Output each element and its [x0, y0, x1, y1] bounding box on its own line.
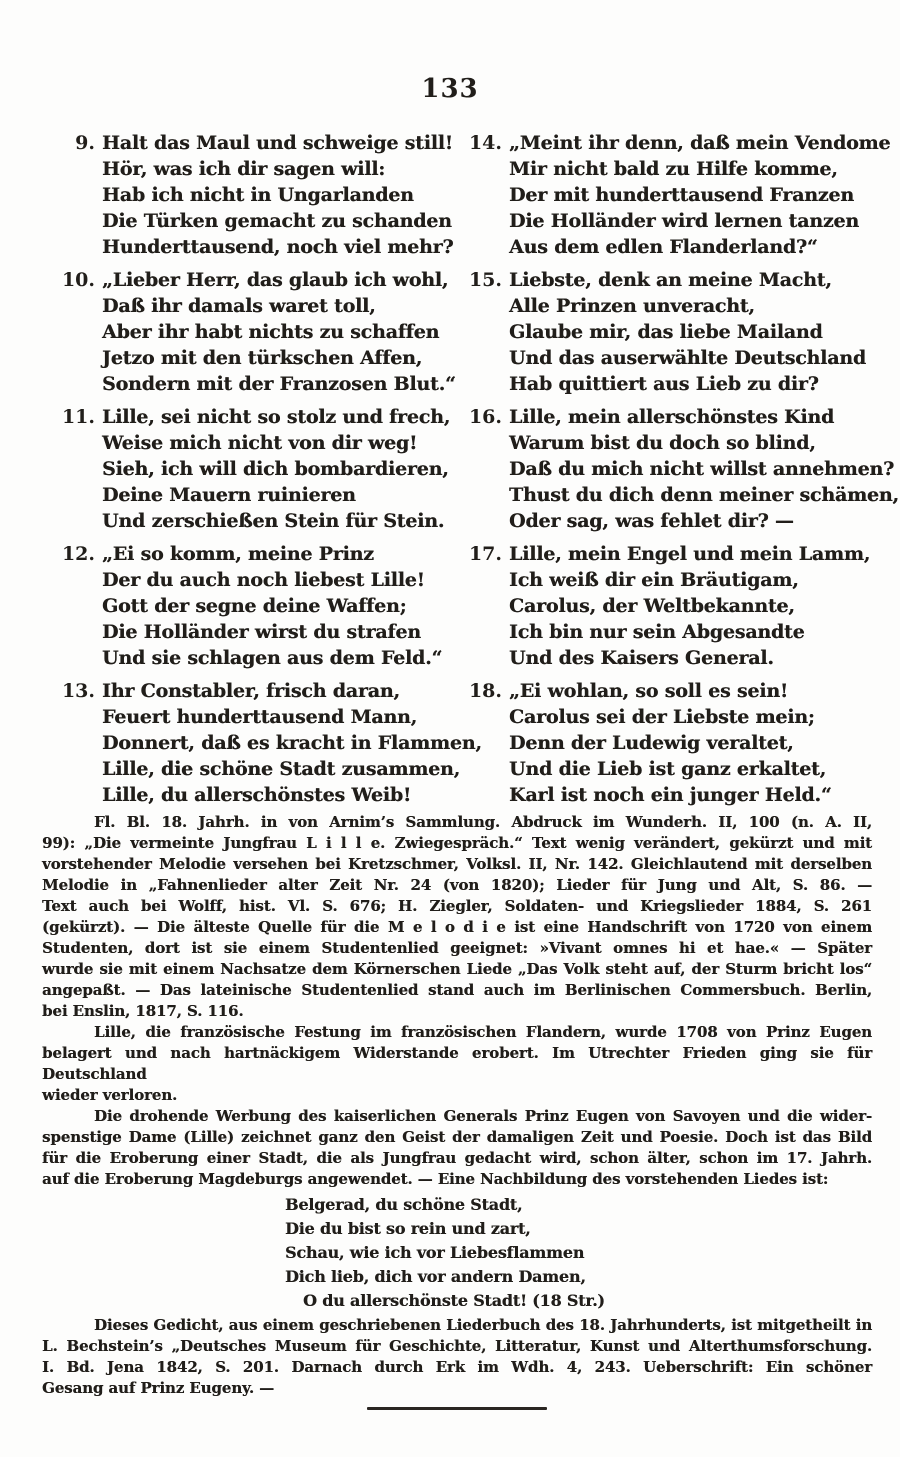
- verse-17: [462, 541, 886, 671]
- verse-line: Feuert hunderttausend Mann,: [102, 706, 418, 728]
- verse-line: Mir nicht bald zu Hilfe komme,: [509, 158, 838, 180]
- note-paragraph-sources: [42, 812, 872, 1022]
- inset-verse-line: Belgerad, du schöne Stadt,: [285, 1195, 523, 1214]
- note-line: L. Bechstein’s „Deutsches Museum für Geschichte, Litteratur, Kunst und Alterthumsforschung.: [42, 1337, 872, 1355]
- verse-lines: [102, 678, 482, 808]
- verse-line: Sieh, ich will dich bombardieren,: [102, 458, 449, 480]
- verse-number: 16.: [468, 406, 502, 428]
- verse-lines: [509, 541, 886, 671]
- verse-line: Aus dem edlen Flanderland?“: [509, 236, 818, 258]
- verse-15: [462, 267, 886, 397]
- verse-column-right: [462, 130, 899, 815]
- note-line: auf die Eroberung Magdeburgs angewendet. — Eine Nachbildung des vorstehenden Liedes ist:: [42, 1170, 829, 1188]
- verse-line: Und die Lieb ist ganz erkaltet,: [509, 758, 827, 780]
- verse-line: Hör, was ich dir sagen will:: [102, 158, 386, 180]
- verse-lines: [509, 267, 886, 397]
- note-line: bei Enslin, 1817, S. 116.: [42, 1002, 244, 1020]
- verse-line: Carolus sei der Liebste mein;: [509, 706, 815, 728]
- verse-line: Deine Mauern ruinieren: [102, 484, 356, 506]
- note-line: (gekürzt). — Die älteste Quelle für die M e l o d i e ist eine Handschrift von 1720 von einem: [42, 918, 872, 936]
- verse-line: Jetzo mit den türkschen Affen,: [102, 347, 423, 369]
- verse-line: Lille, sei nicht so stolz und frech,: [102, 406, 451, 428]
- verse-line: Daß du mich nicht willst annehmen?: [509, 458, 894, 480]
- verse-line: Hunderttausend, noch viel mehr?: [102, 236, 454, 258]
- verse-line: Glaube mir, das liebe Mailand: [509, 321, 823, 343]
- verse-line: Und zerschießen Stein für Stein.: [102, 510, 445, 532]
- verse-number: 18.: [468, 680, 502, 702]
- verse-line: Die Holländer wirst du strafen: [102, 621, 421, 643]
- note-line: Fl. Bl. 18. Jahrh. in von Arnim’s Sammlung. Abdruck im Wunderh. II, 100 (n. A. II,: [94, 813, 872, 831]
- verse-line: Und des Kaisers General.: [509, 647, 774, 669]
- verse-number: 11.: [61, 406, 95, 428]
- note-line: I. Bd. Jena 1842, S. 201. Darnach durch Erk im Wdh. 4, 243. Ueberschrift: Ein schöner: [42, 1358, 872, 1376]
- verse-number: 14.: [468, 132, 502, 154]
- verse-line: Aber ihr habt nichts zu schaffen: [102, 321, 440, 343]
- note-line: Die drohende Werbung des kaiserlichen Generals Prinz Eugen von Savoyen und die wider-: [94, 1107, 872, 1125]
- note-paragraph-bechstein: [42, 1315, 872, 1399]
- verse-lines: [102, 541, 459, 671]
- verse-9: [55, 130, 459, 260]
- verse-lines: [102, 404, 459, 534]
- verse-line: Denn der Ludewig veraltet,: [509, 732, 794, 754]
- verse-number: 12.: [61, 543, 95, 565]
- note-line: wurde sie mit einem Nachsatze dem Körnerschen Liede „Das Volk steht auf, der Sturm bricht los“: [42, 960, 872, 978]
- verse-line: „Ei so komm, meine Prinz: [102, 543, 374, 565]
- verse-line: Lille, mein allerschönstes Kind: [509, 406, 835, 428]
- verse-line: Hab quittiert aus Lieb zu dir?: [509, 373, 819, 395]
- note-line: 99): „Die vermeinte Jungfrau L i l l e. Zwiegespräch.“ Text wenig verändert, gekürzt und mit: [42, 834, 872, 852]
- verse-lines: [509, 678, 886, 808]
- verse-column-left: [55, 130, 482, 815]
- verse-line: Warum bist du doch so blind,: [509, 432, 816, 454]
- note-line: vorstehender Melodie versehen bei Kretzschmer, Volksl. II, Nr. 142. Gleichlautend mit derselben: [42, 855, 872, 873]
- verse-12: [55, 541, 459, 671]
- inset-verse-belgerad: [285, 1193, 872, 1313]
- note-line: belagert und nach hartnäckigem Widerstande erobert. Im Utrechter Frieden ging sie für Deutschland: [42, 1044, 872, 1083]
- note-line: Lille, die französische Festung im französischen Flandern, wurde 1708 von Prinz Eugen: [94, 1023, 872, 1041]
- verse-18: [462, 678, 886, 808]
- verse-lines: [509, 130, 890, 260]
- verse-line: Halt das Maul und schweige still!: [102, 132, 453, 154]
- note-line: spenstige Dame (Lille) zeichnet ganz den Geist der damaligen Zeit und Poesie. Doch ist das Bild: [42, 1128, 872, 1146]
- verse-line: Die Türken gemacht zu schanden: [102, 210, 452, 232]
- inset-verse-line: Schau, wie ich vor Liebesflammen: [285, 1243, 585, 1262]
- verse-13: [55, 678, 482, 808]
- inset-verse-line: Dich lieb, dich vor andern Damen,: [285, 1267, 586, 1286]
- note-line: Gesang auf Prinz Eugeny. —: [42, 1379, 275, 1397]
- note-line: wieder verloren.: [42, 1086, 178, 1104]
- verse-line: Karl ist noch ein junger Held.“: [509, 784, 832, 806]
- verse-line: Liebste, denk an meine Macht,: [509, 269, 832, 291]
- verse-11: [55, 404, 459, 534]
- verse-lines: [102, 130, 459, 260]
- verse-line: Ich weiß dir ein Bräutigam,: [509, 569, 799, 591]
- verse-number: 13.: [61, 680, 95, 702]
- verse-line: Sondern mit der Franzosen Blut.“: [102, 373, 456, 395]
- verse-line: Die Holländer wird lernen tanzen: [509, 210, 859, 232]
- verse-number: 15.: [468, 269, 502, 291]
- verse-lines: [102, 267, 459, 397]
- inset-verse-line: Die du bist so rein und zart,: [285, 1219, 531, 1238]
- verse-line: Weise mich nicht von dir weg!: [102, 432, 418, 454]
- verse-line: „Meint ihr denn, daß mein Vendome: [509, 132, 891, 154]
- verse-line: Alle Prinzen unveracht,: [509, 295, 755, 317]
- verse-number: 10.: [61, 269, 95, 291]
- verse-16: [462, 404, 899, 534]
- note-paragraph-commentary: [42, 1106, 872, 1190]
- verse-number: 9.: [75, 132, 95, 154]
- verse-14: [462, 130, 891, 260]
- verse-line: „Lieber Herr, das glaub ich wohl,: [102, 269, 449, 291]
- verse-line: Carolus, der Weltbekannte,: [509, 595, 795, 617]
- verse-line: Oder sag, was fehlet dir? —: [509, 510, 794, 532]
- verse-line: Thust du dich denn meiner schämen,: [509, 484, 899, 506]
- verse-10: [55, 267, 459, 397]
- verse-line: Hab ich nicht in Ungarlanden: [102, 184, 414, 206]
- verse-line: Der mit hunderttausend Franzen: [509, 184, 854, 206]
- verse-line: Gott der segne deine Waffen;: [102, 595, 407, 617]
- section-end-rule: [367, 1407, 547, 1410]
- verse-line: Ihr Constabler, frisch daran,: [102, 680, 400, 702]
- verse-lines: [509, 404, 899, 534]
- verse-line: Und das auserwählte Deutschland: [509, 347, 866, 369]
- note-line: angepaßt. — Das lateinische Studentenlied stand auch im Berlinischen Commersbuch. Berlin,: [42, 981, 872, 999]
- verse-number: 17.: [468, 543, 502, 565]
- verse-line: Und sie schlagen aus dem Feld.“: [102, 647, 443, 669]
- note-line: für die Eroberung einer Stadt, die als Jungfrau gedacht wird, schon älter, schon im 17. Jahrh.: [42, 1149, 872, 1167]
- verse-line: „Ei wohlan, so soll es sein!: [509, 680, 789, 702]
- verse-line: Donnert, daß es kracht in Flammen,: [102, 732, 482, 754]
- verse-line: Lille, die schöne Stadt zusammen,: [102, 758, 461, 780]
- verse-line: Lille, mein Engel und mein Lamm,: [509, 543, 871, 565]
- verse-line: Ich bin nur sein Abgesandte: [509, 621, 805, 643]
- verse-line: Lille, du allerschönstes Weib!: [102, 784, 412, 806]
- note-line: Dieses Gedicht, aus einem geschriebenen Liederbuch des 18. Jahrhunderts, ist mitgetheilt in: [94, 1316, 872, 1334]
- page-number: 133: [421, 74, 479, 104]
- note-paragraph-history: [42, 1022, 872, 1106]
- note-line: Text auch bei Wolff, hist. Vl. S. 676; H. Ziegler, Soldaten- und Kriegslieder 1884, S. 261: [42, 897, 872, 915]
- verse-line: Daß ihr damals waret toll,: [102, 295, 376, 317]
- verse-line: Der du auch noch liebest Lille!: [102, 569, 425, 591]
- note-line: Melodie in „Fahnenlieder alter Zeit Nr. 24 (von 1820); Lieder für Jung und Alt, S. 86. —: [42, 876, 872, 894]
- annotations-section: [42, 812, 872, 1410]
- note-line: Studenten, dort ist sie einem Studentenlied geeignet: »Vivant omnes hi et hae.« — Später: [42, 939, 872, 957]
- inset-verse-line: O du allerschönste Stadt! (18 Str.): [303, 1291, 605, 1310]
